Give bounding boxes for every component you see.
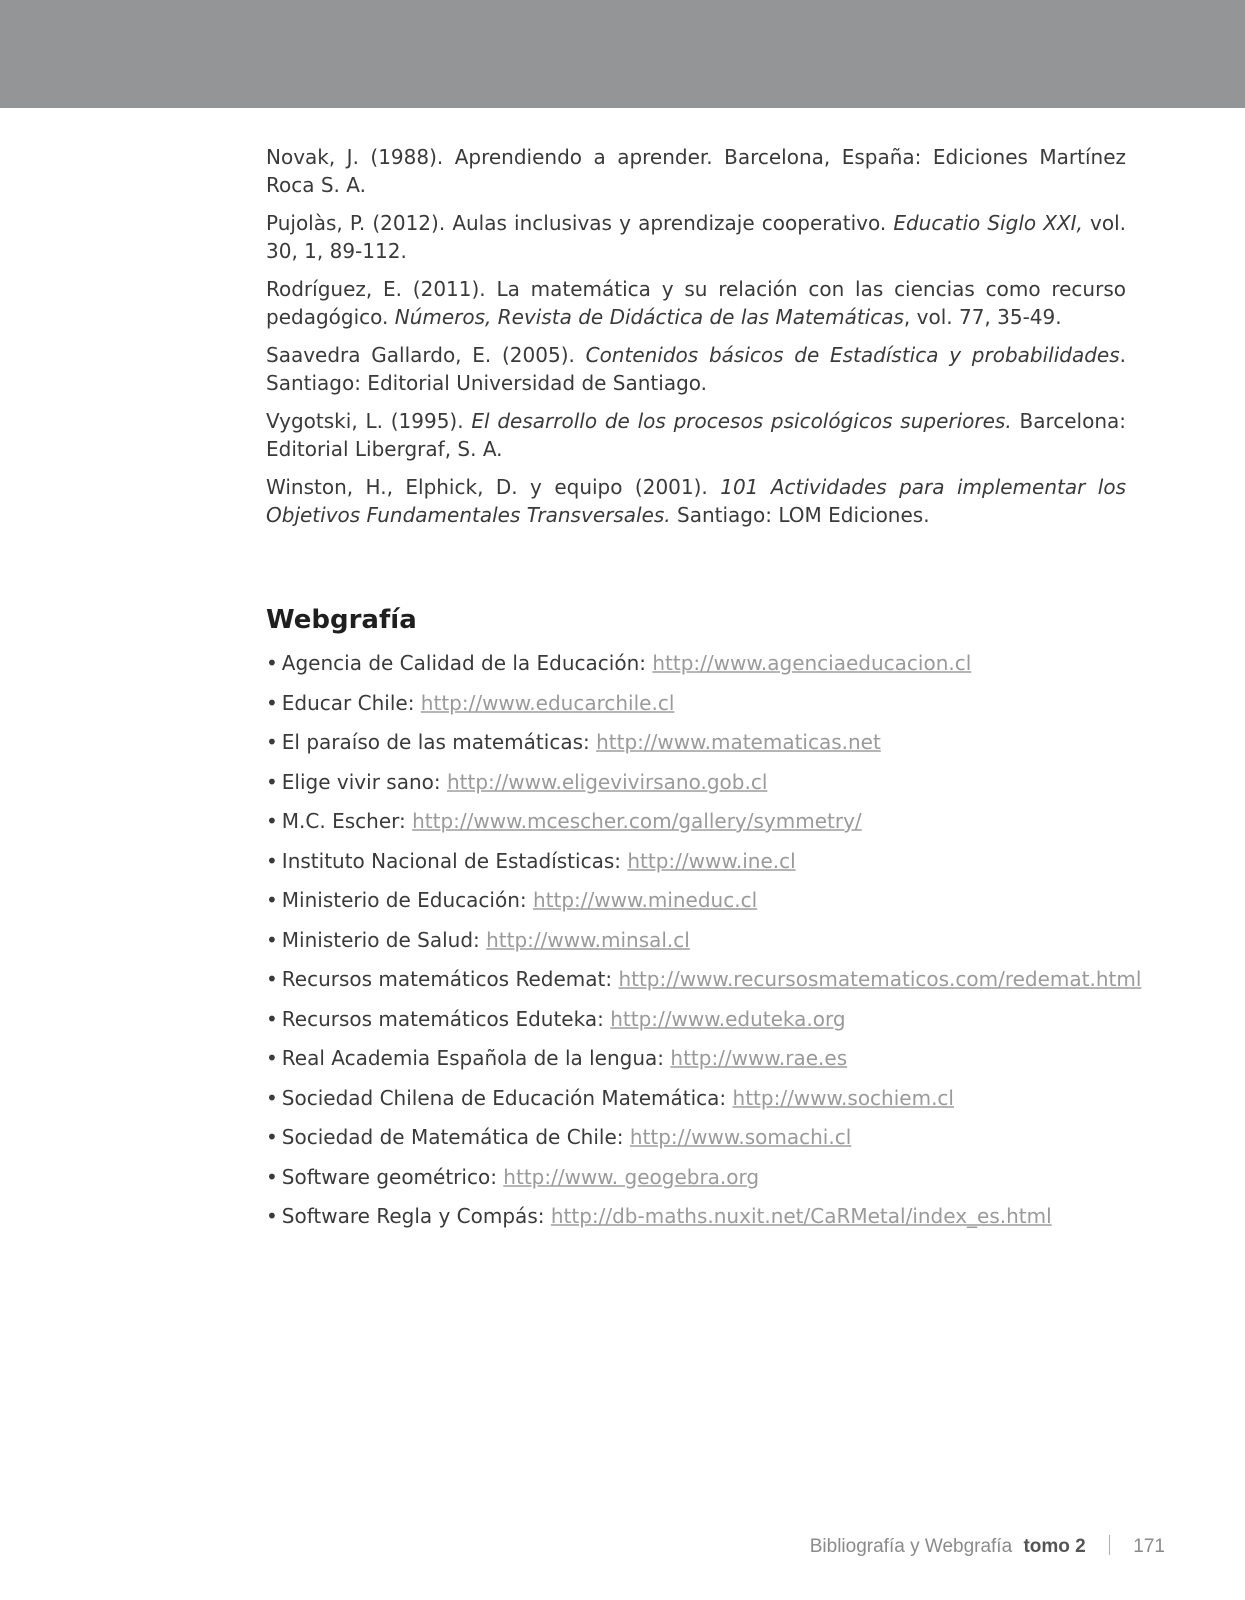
- list-item: [266, 1203, 1126, 1229]
- webgrafia-heading: Webgrafía: [266, 605, 417, 635]
- bullet-icon: •: [266, 730, 278, 754]
- site-link[interactable]: http://www.recursosmatematicos.com/redemat.html: [618, 967, 1142, 991]
- reference-entry: [266, 209, 1126, 265]
- bullet-icon: •: [266, 1006, 278, 1031]
- site-name: Sociedad Chilena de Educación Matemática:: [281, 1085, 733, 1110]
- bullet-icon: •: [266, 888, 278, 912]
- site-link[interactable]: http://www.minsal.cl: [486, 927, 690, 952]
- reference-text: Pujolàs, P. (2012). Aulas inclusivas y aprendizaje cooperativo.: [266, 211, 894, 235]
- site-link[interactable]: http://www. geogebra.org: [503, 1164, 760, 1189]
- reference-title: El desarrollo de los procesos psicológicos superiores.: [471, 409, 1012, 433]
- list-item: [266, 769, 1126, 795]
- site-name: Instituto Nacional de Estadísticas:: [281, 848, 628, 873]
- reference-details: , vol. 77, 35-49.: [903, 305, 1062, 329]
- list-item: [266, 887, 1126, 913]
- site-link[interactable]: http://www.ine.cl: [627, 848, 796, 873]
- site-name: Ministerio de Educación:: [281, 888, 533, 912]
- page-content: [266, 143, 1142, 1243]
- site-link[interactable]: http://www.mineduc.cl: [532, 888, 758, 912]
- bullet-icon: •: [266, 1085, 278, 1110]
- list-item: [266, 808, 1126, 834]
- site-link[interactable]: http://db-maths.nuxit.net/CaRMetal/index_es.html: [550, 1204, 1052, 1228]
- reference-entry: [266, 407, 1126, 463]
- site-link[interactable]: http://www.eduteka.org: [610, 1006, 846, 1031]
- reference-entry: [266, 473, 1126, 529]
- site-name: Educar Chile:: [281, 690, 421, 715]
- footer-divider: [1109, 1535, 1110, 1555]
- site-name: Real Academia Española de la lengua:: [281, 1046, 671, 1070]
- bullet-icon: •: [266, 967, 278, 991]
- site-link[interactable]: http://www.somachi.cl: [629, 1125, 852, 1149]
- list-item: [266, 966, 1142, 992]
- reference-details: . Santiago: Editorial Universidad de Santiago.: [266, 343, 1126, 395]
- site-name: Recursos matemáticos Redemat:: [281, 967, 619, 991]
- reference-text: Vygotski, L. (1995).: [266, 409, 472, 433]
- reference-text: Saavedra Gallardo, E. (2005).: [266, 343, 586, 367]
- list-item: [266, 1045, 1126, 1071]
- list-item: [266, 848, 1126, 874]
- header-band: [0, 0, 1245, 108]
- site-link[interactable]: http://www.sochiem.cl: [732, 1085, 954, 1110]
- footer-volume: tomo 2: [1023, 1536, 1086, 1557]
- bullet-icon: •: [266, 651, 278, 675]
- reference-title: 101 Actividades para implementar los Objetivos Fundamentales Transversales.: [266, 475, 1126, 527]
- bullet-icon: •: [266, 1164, 278, 1189]
- site-link[interactable]: http://www.rae.es: [670, 1046, 848, 1070]
- bullet-icon: •: [266, 927, 278, 952]
- site-name: Elige vivir sano:: [281, 769, 447, 794]
- list-item: [266, 1085, 1126, 1111]
- list-item: [266, 729, 1126, 755]
- site-link[interactable]: http://www.agenciaeducacion.cl: [652, 651, 972, 675]
- site-name: Software geométrico:: [281, 1164, 504, 1189]
- reference-details: vol. 30, 1, 89-112.: [266, 211, 1127, 263]
- reference-text: Novak, J. (1988). Aprendiendo a aprender. Barcelona, España: Ediciones Martínez Roca S. A.: [266, 145, 1126, 197]
- bullet-icon: •: [266, 848, 278, 873]
- reference-title: Números, Revista de Didáctica de las Matemáticas: [394, 305, 904, 329]
- reference-details: Barcelona: Editorial Libergraf, S. A.: [266, 409, 1127, 461]
- site-name: Software Regla y Compás:: [281, 1204, 551, 1228]
- list-item: [266, 1006, 1126, 1032]
- site-name: Recursos matemáticos Eduteka:: [281, 1006, 611, 1031]
- reference-text: Winston, H., Elphick, D. y equipo (2001).: [266, 475, 721, 499]
- list-item: [266, 1164, 1126, 1190]
- reference-entry: [266, 275, 1126, 331]
- webgrafia-list: [266, 650, 1142, 1229]
- site-name: Agencia de Calidad de la Educación:: [281, 651, 653, 675]
- bullet-icon: •: [266, 1125, 278, 1149]
- site-name: El paraíso de las matemáticas:: [281, 730, 597, 754]
- list-item: [266, 650, 1126, 676]
- site-link[interactable]: http://www.educarchile.cl: [420, 690, 675, 715]
- bullet-icon: •: [266, 690, 278, 715]
- reference-title: Contenidos básicos de Estadística y probabilidades: [585, 343, 1120, 367]
- footer-section-label: Bibliografía y Webgrafía: [809, 1536, 1013, 1557]
- reference-details: Santiago: LOM Ediciones.: [670, 503, 930, 527]
- site-name: M.C. Escher:: [281, 809, 413, 833]
- site-link[interactable]: http://www.mcescher.com/gallery/symmetry/: [412, 809, 862, 833]
- bibliography-list: [266, 143, 1126, 529]
- bullet-icon: •: [266, 809, 278, 833]
- page-number: 171: [1133, 1536, 1165, 1557]
- reference-title: Educatio Siglo XXI,: [893, 211, 1083, 235]
- list-item: [266, 1124, 1126, 1150]
- site-name: Sociedad de Matemática de Chile:: [281, 1125, 630, 1149]
- site-link[interactable]: http://www.matematicas.net: [596, 730, 881, 754]
- bullet-icon: •: [266, 769, 278, 794]
- bullet-icon: •: [266, 1046, 278, 1070]
- page-footer: [810, 1535, 1165, 1558]
- reference-text: Rodríguez, E. (2011). La matemática y su relación con las ciencias como recurso pedagógico.: [266, 277, 1126, 329]
- site-link[interactable]: http://www.eligevivirsano.gob.cl: [446, 769, 768, 794]
- reference-entry: [266, 341, 1126, 397]
- reference-entry: [266, 143, 1126, 199]
- list-item: [266, 927, 1126, 953]
- site-name: Ministerio de Salud:: [281, 927, 487, 952]
- bullet-icon: •: [266, 1204, 278, 1228]
- list-item: [266, 690, 1126, 716]
